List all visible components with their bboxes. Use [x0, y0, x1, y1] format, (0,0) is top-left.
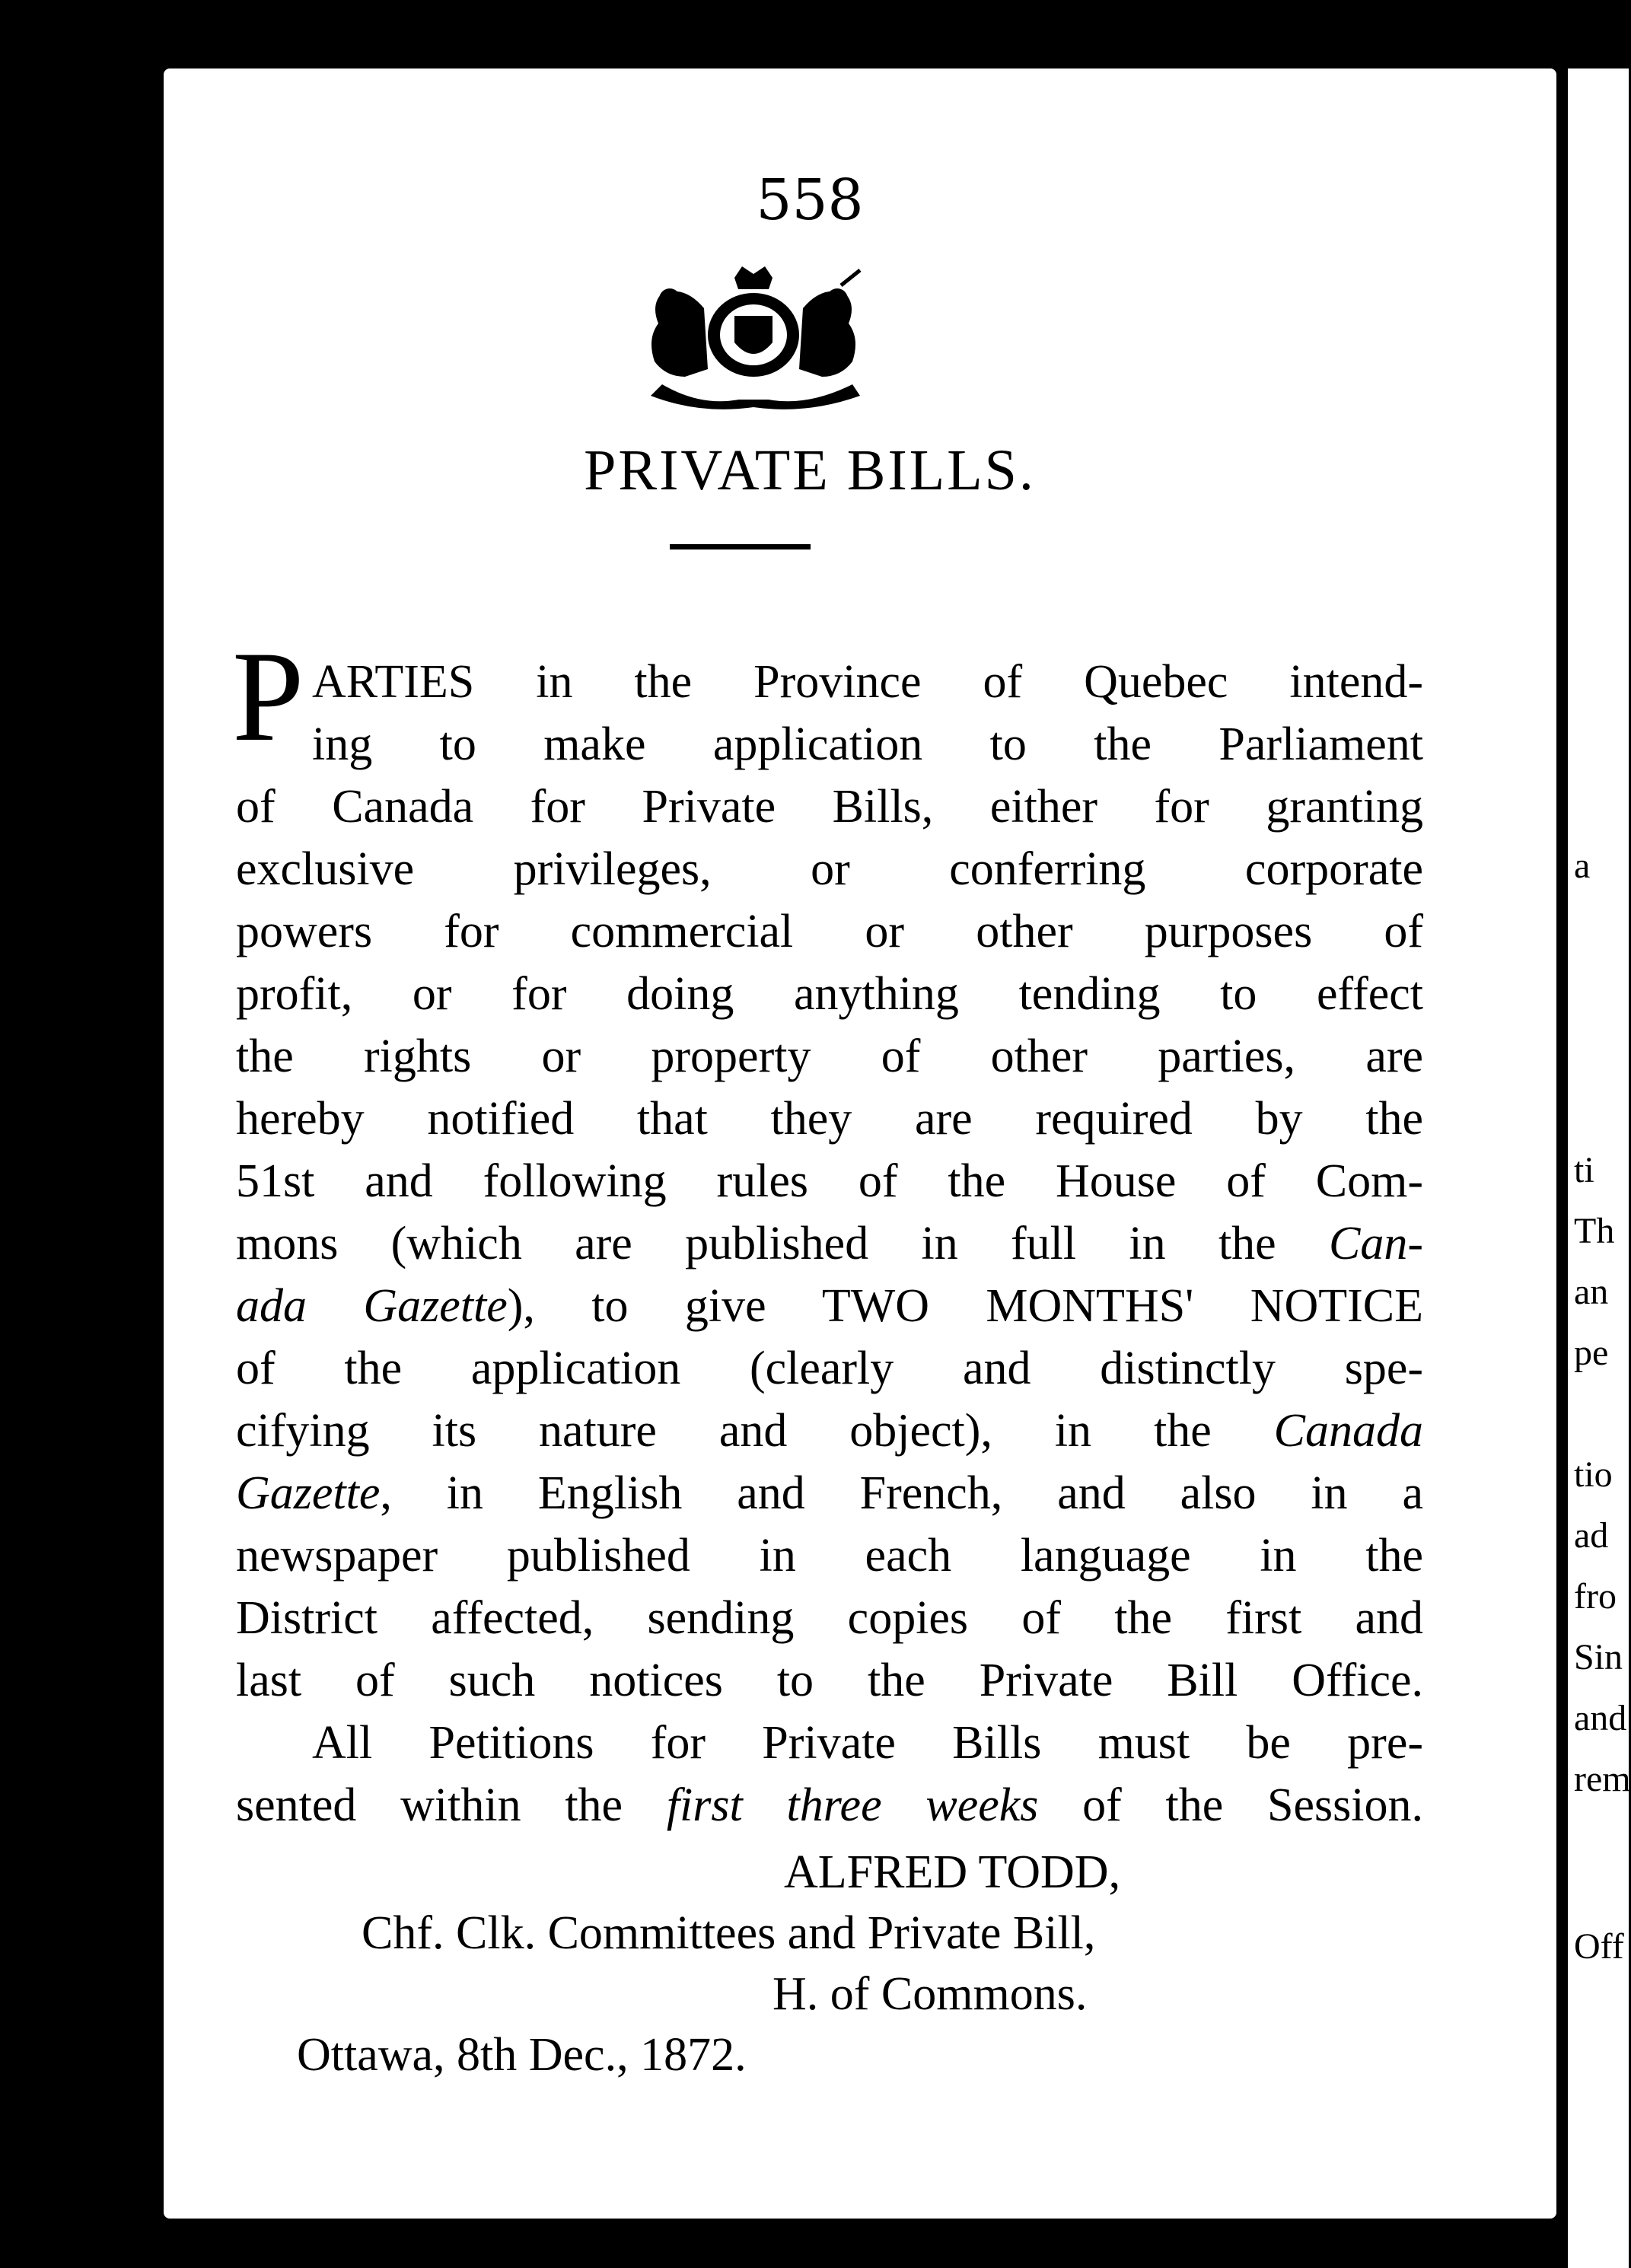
dateline: Ottawa, 8th Dec., 1872.: [297, 2029, 747, 2081]
adjacent-page-edge: [1568, 68, 1629, 2268]
body-line-12: of the application (clearly and distinctly spe-: [236, 1343, 1423, 1394]
body-line-2: ing to make application to the Parliament: [312, 718, 1423, 770]
adjacent-fragment-8: fro: [1574, 1576, 1617, 1617]
body-line-8: hereby notified that they are required by the: [236, 1093, 1423, 1145]
page-number: 558: [756, 167, 864, 233]
body-line-14-text: , in English and French, and also in a: [380, 1467, 1423, 1519]
body-line-11-em: ada Gazette: [236, 1280, 508, 1332]
body-line-7: the rights or property of other parties, are: [236, 1030, 1423, 1082]
para2-line-2-start: sented within the: [236, 1779, 623, 1831]
adjacent-fragment-2: ti: [1574, 1150, 1594, 1190]
signer-title-line-1: Chf. Clk. Committees and Private Bill,: [362, 1907, 1096, 1959]
drop-cap: P: [232, 625, 304, 768]
para2-line-2-end: of the Session.: [1082, 1779, 1424, 1831]
body-line-13-text: cifying its nature and object), in the: [236, 1405, 1212, 1457]
para2-line-2: [236, 1779, 1424, 1831]
body-line-13-em: Canada: [1273, 1405, 1423, 1457]
body-line-10-text: mons (which are published in full in the: [236, 1218, 1276, 1269]
adjacent-fragment-5: pe: [1574, 1333, 1609, 1373]
para2-line-1: All Petitions for Private Bills must be pre-: [312, 1717, 1423, 1769]
body-line-13: [236, 1405, 1423, 1457]
signer-name: ALFRED TODD,: [784, 1846, 1121, 1898]
body-line-6: profit, or for doing anything tending to effect: [236, 968, 1423, 1020]
adjacent-fragment-7: ad: [1574, 1515, 1609, 1556]
adjacent-fragment-10: and: [1574, 1698, 1627, 1738]
signer-title-line-2: H. of Commons.: [772, 1968, 1088, 2020]
adjacent-fragment-9: Sin: [1574, 1637, 1623, 1677]
heading: PRIVATE BILLS.: [584, 438, 1036, 502]
body-line-1: ARTIES in the Province of Quebec intend-: [312, 656, 1423, 708]
royal-coat-of-arms-emblem: [632, 263, 875, 415]
adjacent-fragment-4: an: [1574, 1272, 1609, 1312]
adjacent-fragment-3: Th: [1574, 1211, 1615, 1251]
heading-rule: [670, 544, 811, 549]
adjacent-fragment-12: Off: [1574, 1926, 1624, 1967]
body-line-14: [236, 1467, 1423, 1519]
body-line-10: [236, 1220, 1423, 1267]
adjacent-fragment-11: rem: [1574, 1759, 1631, 1799]
body-line-10-em: Can-: [1329, 1218, 1424, 1269]
adjacent-fragment-6: tio: [1574, 1454, 1613, 1495]
body-line-9: 51st and following rules of the House of Com-: [236, 1155, 1423, 1207]
body-line-11: [236, 1282, 1423, 1330]
body-line-15: newspaper published in each language in the: [236, 1530, 1423, 1582]
body-line-16: District affected, sending copies of the first and: [236, 1592, 1423, 1644]
body-line-4: exclusive privileges, or conferring corporate: [236, 843, 1423, 895]
adjacent-fragment-1: a: [1574, 846, 1591, 886]
body-line-11-text: ), to give TWO MONTHS' NOTICE: [507, 1280, 1424, 1332]
body-line-17: last of such notices to the Private Bill Office.: [236, 1655, 1423, 1706]
body-line-5: powers for commercial or other purposes of: [236, 906, 1423, 957]
para2-line-2-em: first three weeks: [666, 1779, 1039, 1831]
body-line-14-em: Gazette: [236, 1467, 381, 1519]
body-line-3: of Canada for Private Bills, either for granting: [236, 781, 1423, 833]
